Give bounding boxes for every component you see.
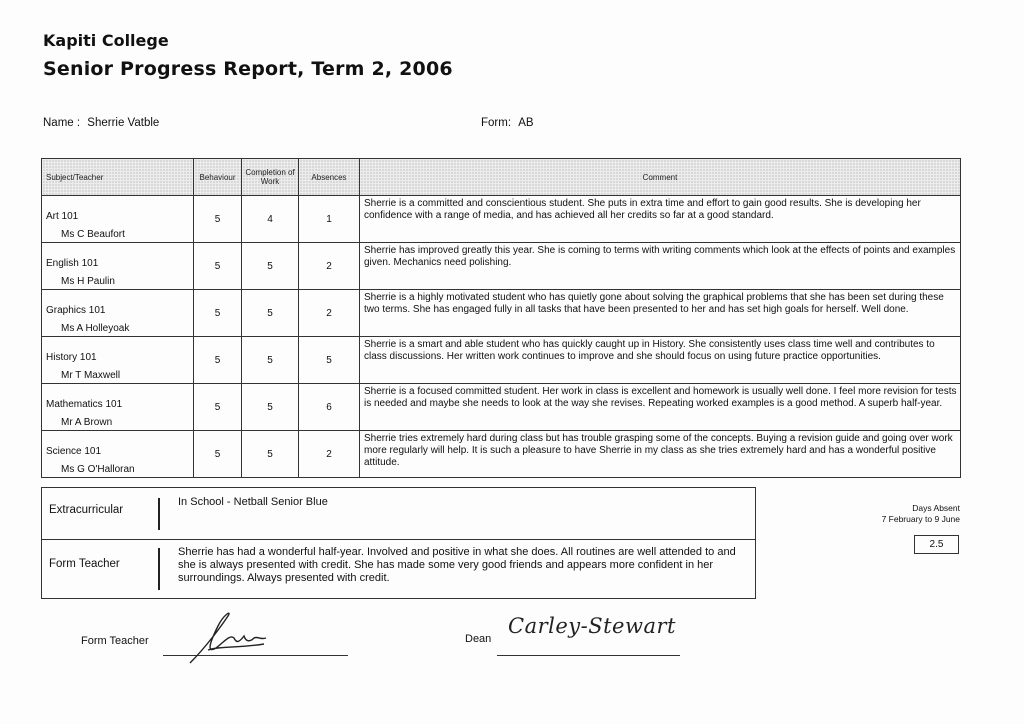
absences-count: 1: [299, 196, 360, 243]
table-row: [42, 243, 961, 290]
completion-score: 5: [242, 290, 299, 337]
completion-score: 5: [242, 337, 299, 384]
report-title: Senior Progress Report, Term 2, 2006: [43, 58, 453, 80]
days-absent-title: Days Absent: [912, 503, 960, 513]
teacher-name: Ms C Beaufort: [61, 229, 125, 240]
horizontal-divider: [42, 539, 755, 540]
extracurricular-label: Extracurricular: [49, 504, 124, 516]
vertical-divider: [158, 498, 160, 530]
subject-cell: [42, 290, 194, 337]
teacher-name: Mr T Maxwell: [61, 370, 121, 381]
behaviour-score: 5: [194, 290, 242, 337]
grades-table: [41, 158, 961, 478]
form-teacher-signature: [180, 608, 290, 670]
subject-cell: [42, 431, 194, 478]
subject-name: Mathematics 101: [46, 399, 123, 410]
days-absent-label: [850, 503, 960, 525]
comment-text: Sherrie is a focused committed student. Her work in class is excellent and homework is usually well done. I feel more revision for tests is needed and maybe she needs to look at the way she revises. Repeating worked examples is a good method. A superb half-year.: [360, 384, 961, 431]
completion-score: 5: [242, 243, 299, 290]
name-value: Sherrie Vatble: [87, 117, 160, 129]
completion-score: 4: [242, 196, 299, 243]
teacher-name: Ms G O'Halloran: [61, 464, 135, 475]
subject-name: Graphics 101: [46, 305, 106, 316]
days-absent-value: 2.5: [914, 535, 959, 554]
header-comment: Comment: [360, 159, 961, 196]
behaviour-score: 5: [194, 243, 242, 290]
dean-signature: Carley-Stewart: [508, 614, 676, 638]
comment-text: Sherrie tries extremely hard during class but has trouble grasping some of the concepts. Buying a revision guide and going over work more regularly will help. It is such a pleasure to have Sherrie in my class as she tries extremely hard and has a wonderful positive attitude.: [360, 431, 961, 478]
teacher-name: Mr A Brown: [61, 417, 113, 428]
table-row: [42, 384, 961, 431]
comment-text: Sherrie is a committed and conscientious student. She puts in extra time and effort to gain good results. She is developing her confidence with a range of media, and has achieved all her credits so far at a good standard.: [360, 196, 961, 243]
form-label: Form:: [481, 117, 512, 129]
comment-text: Sherrie is a smart and able student who has quickly caught up in History. She consistently uses class time well and contributes to class discussions. Her written work continues to improve and she should focus on using future practice opportunities.: [360, 337, 961, 384]
comment-text: Sherrie has improved greatly this year. She is coming to terms with writing comments which look at the effects of points and examples given. Mechanics need polishing.: [360, 243, 961, 290]
header-subject: Subject/Teacher: [42, 159, 194, 196]
behaviour-score: 5: [194, 431, 242, 478]
subject-cell: [42, 196, 194, 243]
header-completion: Completion of Work: [242, 159, 299, 196]
absences-count: 5: [299, 337, 360, 384]
table-row: [42, 290, 961, 337]
table-row: [42, 337, 961, 384]
dean-signature-label: Dean: [465, 633, 492, 645]
absences-count: 2: [299, 290, 360, 337]
subject-name: English 101: [46, 258, 99, 269]
subject-cell: [42, 337, 194, 384]
name-label: Name :: [43, 117, 81, 129]
form-teacher-signature-label: Form Teacher: [81, 635, 149, 647]
teacher-name: Ms A Holleyoak: [61, 323, 130, 334]
absences-count: 6: [299, 384, 360, 431]
header-absences: Absences: [299, 159, 360, 196]
form-field: [481, 117, 534, 129]
dean-signature-line: [497, 655, 680, 656]
student-name-field: [43, 117, 159, 129]
days-absent-period: 7 February to 9 June: [881, 514, 960, 524]
form-teacher-label: Form Teacher: [49, 558, 120, 570]
table-header-row: [42, 159, 961, 196]
school-name: Kapiti College: [43, 31, 169, 50]
form-value: AB: [518, 117, 534, 129]
absences-count: 2: [299, 243, 360, 290]
teacher-name: Ms H Paulin: [61, 276, 115, 287]
subject-cell: [42, 384, 194, 431]
behaviour-score: 5: [194, 337, 242, 384]
subject-name: Art 101: [46, 211, 79, 222]
extracurricular-form-teacher-box: [41, 487, 756, 599]
absences-count: 2: [299, 431, 360, 478]
extracurricular-text: In School - Netball Senior Blue: [178, 496, 328, 508]
table-row: [42, 196, 961, 243]
subject-cell: [42, 243, 194, 290]
subject-name: Science 101: [46, 446, 102, 457]
comment-text: Sherrie is a highly motivated student who has quietly gone about solving the graphical problems that she has been set during these two terms. She has engaged fully in all tasks that have been presented to her and has set high goals for herself. Well done.: [360, 290, 961, 337]
behaviour-score: 5: [194, 196, 242, 243]
header-behaviour: Behaviour: [194, 159, 242, 196]
behaviour-score: 5: [194, 384, 242, 431]
table-row: [42, 431, 961, 478]
subject-name: History 101: [46, 352, 97, 363]
completion-score: 5: [242, 431, 299, 478]
vertical-divider: [158, 548, 160, 590]
completion-score: 5: [242, 384, 299, 431]
form-teacher-comment: Sherrie has had a wonderful half-year. Involved and positive in what she does. All routines are well attended to and she is always presented with credit. She has made some very good friends and appears more confident in her surroundings. Always presented with credit.: [178, 546, 736, 584]
